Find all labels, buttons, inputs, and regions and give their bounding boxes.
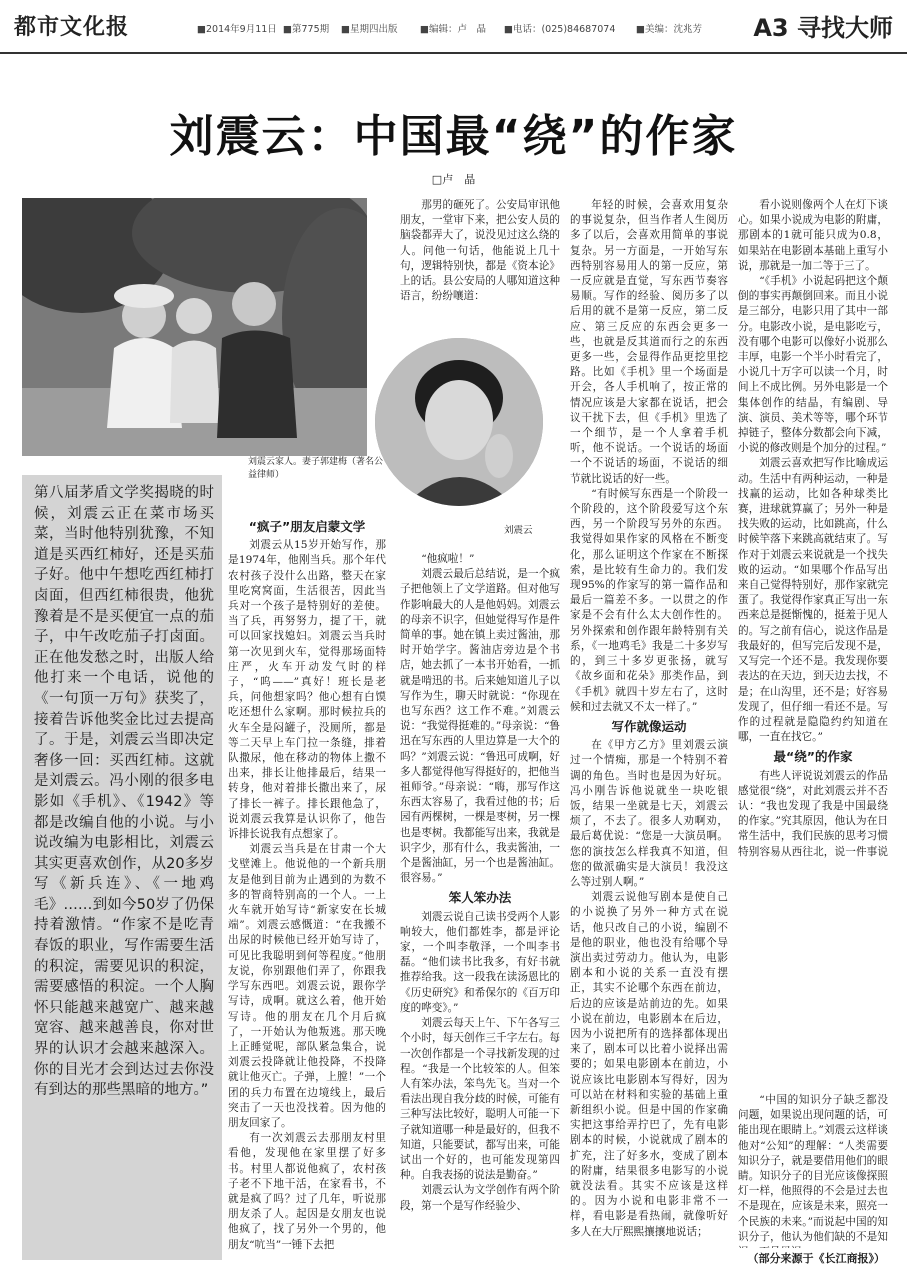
issue-date: ■2014年9月11日 — [197, 24, 277, 35]
article-paragraph: 刘震云当兵是在甘肃一个大戈壁滩上。他说他的一个新兵朋友是他到目前为止遇到的为数不多的智商特别高的一个人。一上火车就开始写诗“新家安在长城端”。刘震云感慨道：“在我搬不出尿的时候他已经开始写诗了，可见比我聪明到何等程度。”他朋友说，你别跟他们弄了，你跟我学写东西吧。刘震云说，跟你学写诗，成啊。就这么着，他开始写诗。他的朋友在几个月后疯了，一开始认为他叛逃。那天晚上正睡觉呢，部队紧急集合，说刘震云投降就让他投降，不投降就让他灭亡。子弹，上膛！”一个团的兵力布置在边境线上，最后突击了一天也没找着。因为他的朋友回家了。 — [228, 843, 386, 1129]
family-photo — [22, 198, 367, 456]
section-heading: 写作就像运动 — [611, 718, 687, 734]
sidebar-text: 第八届茅盾文学奖揭晓的时候，刘震云正在菜市场买菜，当时他特别犹豫，不知道是买西红柿好，还是买茄子好。他中午想吃西红柿打卤面，但西红柿很贵，他犹豫着是不是买便宜一点的茄子，中午改吃茄子打卤面。正在他发愁之时，出版人给他打来一个电话，说他的《一句顶一万句》获奖了，接着告诉他奖金比过去提高了。于是，刘震云当即决定奢侈一回：买西红柿。这就是刘震云。冯小刚的很多电影如《手机》、《1942》等都是改编自他的小说。与小说改编为电影相比，刘震云其实更喜欢创作，从20多岁写《新兵连》、《一地鸡毛》……到如今50岁了仍保持着激情。“作家不是吃青春饭的职业，写作需要生活的积淀，需要见识的积淀，需要感悟的积淀。一个人胸怀只能越来越宽广、越来越宽容、越来越善良，你对世界的认识才会越来越深入。你的目光才会到达过去你没有到达的那些黑暗的地方。” — [34, 485, 214, 1099]
article-column-4-bottom — [738, 1093, 888, 1248]
photo-caption: 刘震云家人。妻子郭建梅（著名公益律师） — [248, 457, 384, 480]
section-heading: 笨人笨办法 — [448, 890, 512, 906]
article-paragraph: 那男的砸死了。公安局审讯他朋友，一堂审下来，把公安人员的脑袋都弄大了，说没见过这么绕的人。问他一句话，他能说上几十句，逻辑特别快，都是《资本论》上的话。县公安局的人哪知道这种语言，纷纷嚷道： — [400, 199, 560, 303]
section-heading: 最“绕”的作家 — [773, 749, 853, 765]
masthead — [0, 0, 907, 54]
article-column-2-top — [400, 198, 560, 333]
designer-credit: ■美编：沈兆芳 — [636, 24, 702, 35]
issue-number: ■第775期 — [283, 24, 330, 35]
newspaper-name: 都市文化报 — [14, 15, 130, 40]
article-paragraph: 刘震云喜欢把写作比喻成运动。生活中有两种运动，一种是找赢的运动，比如各种球类比赛，进球就算赢了；另外一种是找失败的运动，比如跳高，什么时候竿落下来跳高就结束了。写作对于刘震云来说就是一个找失败的运动。“如果哪个作品写出来自己觉得特别好，那作家就完蛋了。我觉得作家真正写出一东西来总是挺惭愧的，挺羞于见人的。写之前有信心，说这作品是我最好的，但写完后发现不是，又写完一个还不是。我发现你要表达的在天边，到天边去找，不是；在山沟里，还不是；好容易发现了，但仔细一看还不是。写作的过程就是隐隐约约知道在哪，一直在找它。” — [738, 457, 888, 744]
article-paragraph: 刘震云最后总结说，是一个疯子把他领上了文学道路。但对他写作影响最大的人是他妈妈。刘震云的母亲不识字，但她觉得写作是件简单的事。她在镇上卖过酱油，那时开始学字。酱油店旁边是个书店，她去抓了一本书开始看，一抓就是啃迅的书。后来她知道儿子以写作为生，聊天时就说：“你现在也写东西？这工作不难。”刘震云说：“我觉得挺难的。”母亲说：“鲁迅在写东西的人里边算是一大个的吗？”刘震云说：“鲁迅可成啊，好多人都觉得他写得挺好的，把他当祖师爷。”母亲说：“嗨，那写作这东西太容易了，我看过他的书；后园有两棵树，一棵是枣树，另一棵也是枣树。我都能写出来，我就是识字少，那有什么，我卖酱油，一个是酱油缸，另一个也是酱油缸。很容易。” — [400, 568, 560, 885]
article-paragraph: 在《甲方乙方》里刘震云演过一个情痴，那是一个特别不着调的角色。当时也是因为好玩。冯小刚告诉他说就坐一块吃银饭，结果一坐就是七天，刘震云烦了，不去了。很多人劝啊劝，最后葛优说：“您是一大演员啊。您的演技怎么样我真不知道，但您的做派确实是大演员！我没这么等过别人啊。” — [570, 739, 728, 888]
article-paragraph: 年轻的时候，会喜欢用复杂的事说复杂，但当作者人生阅历多了以后，会喜欢用简单的事说复杂。另一方面是，一开始写东西特别容易用人的第一反应，第一反应就是直觉，写东西节奏容易顺。写作的经验、阅历多了以后用的就不是第一反应，第二反应、第三反应的东西会更多一些，也就是反其道而行之的东西更多一些，会显得作品更挖里挖路。比如《手机》里一个场面是开会，各人手机响了，按正常的情况应该是大家都在说话，把会议干扰下去，但《手机》里选了一个细节，是一个人拿着手机听，他不说话。一个说话的场面一个不说话的场面，不说话的细节就比说话的好一些。 — [570, 199, 728, 485]
article-paragraph: “有时候写东西是一个阶段一个阶段的，这个阶段爱写这个东西，另一个阶段写另外的东西。我觉得如果作家的风格在不断变化，那么证明这个作家在不断探索，是比较有生命力的。我们发现95%的作家写的第一篇作品和最后一篇差不多。一以贯之的作家是不会有什么太大创作性的。另外探索和创作跟年龄特别有关系，《一地鸡毛》我是二十多岁写的，到三十多岁更张扬，就写《故乡面和花朵》那类作品，到《手机》就四十岁左右了，这时候和过去就又不太一样了。” — [570, 487, 728, 713]
author-portrait — [375, 338, 543, 506]
article-paragraph: 刘震云认为文学创作有两个阶段，第一个是写作经验少、 — [400, 1184, 560, 1212]
editor-credit: ■编辑：卢 晶 — [420, 24, 486, 35]
source-note: （部分来源于《长江商报》） — [747, 1252, 885, 1265]
family-photo-illustration — [22, 198, 367, 456]
article-paragraph: 刘震云每天上午、下午各写三个小时，每天创作三千字左右。每一次创作都是一个寻找新发现的过程。“我是一个比较笨的人。但笨人有笨办法，笨鸟先飞。当对一个看法出现自我分歧的时候，可能有三种写法比较好，聪明人可能一下子就知道哪一种是最好的，但我不知道，只能要试，都写出来，可能试出一个好的，也可能发现第四种。自我表扬的说法是勤奋。” — [400, 1017, 560, 1182]
article-paragraph: 有些人评说说刘震云的作品感觉很“绕”，对此刘震云并不否认：“我也发现了我是中国最绕的作家。”究其原因，他认为在日常生活中，我们民族的思考习惯特别容易从西往北，说一件事说 — [738, 769, 888, 858]
article-paragraph: “中国的知识分子缺乏都没问题，如果说出现问题的话，可能出现在眼睛上。”刘震云这样谈他对“公知”的理解：“人类需要知识分子，就是要借用他们的眼睛。知识分子的目光应该像探照灯一样，他照得的不会是过去也不是现在，应该是未来，照亮一个民族的未来。”而说起中国的知识分子，他认为他们缺的不是知 — [738, 1094, 888, 1243]
page-section-tag: A3 寻找大师 — [753, 14, 893, 42]
author-portrait-illustration — [375, 338, 543, 506]
article-column-3 — [570, 198, 728, 1260]
article-paragraph: 刘震云从15岁开始写作，那是1974年，他刚当兵。那个年代农村孩子没什么出路，整天在家里吃窝窝面，生活很苦，因此当兵对一个孩子是特别好的差使。当了兵，再努努力，提了干，就可以回家找媳妇。刘震云当兵时第一次见到火车，觉得那场面特庄严，火车开动发气时的样子，“呜——”真好！班长是老兵，问他想家吗？他心想有白馍吃还想什么家啊。那时候拉兵的火车全是闷罐子，没厕所，都是等二天早上车门拉一条缝，排着队撒尿，他在移动的物体上撒不出来，排长让他排最后，结果一转身，他对着排长撒出来了，尿了排长一裤子。排长跟他急了，说刘震云我算是认识你了，他告诉排长说我有点想家了。 — [228, 539, 386, 841]
issue-weekday: ■星期四出版 — [341, 24, 398, 35]
article-paragraph: 刘震云说他写剧本是使自己的小说换了另外一种方式在说话，他只改自己的小说，编剧不是他的职业，他也没有给哪个导演出卖过劳动力。他认为，电影剧本和小说的关系一直没有摆正，其实不论哪个东西在前边，后边的应该是站前边的先。如果小说在前边，电影剧本在后边，因为小说把所有的选择都体现出来了，剧本可以比着小说择出需要的；如果电影剧本在前边，小说应该比电影剧本写得好，因为可以站在材料和实验的基础上重新组织小说。但是中国的作家确实把这事给弄拧巴了，先有电影剧本的时候，小说就成了剧本的扩充，注了好多水，变成了剧本的附庸，结果很多电影写的小说就没法看。其实不应该是这样的。因为小说和电影非常不一样，看电影是看热闹，就像听好多人在大厅熙熙攘攘地说话； — [570, 891, 728, 1238]
article-paragraph: 有一次刘震云去那朋友村里看他，发现他在家里摆了好多书。村里人都说他疯了，农村孩子老不下地干活，在家看书，不就是疯了吗？过了几年，听说那朋友杀了人。起因是女朋友也说他疯了，找了另外一个男的，他朋友“吭当”一锤下去把 — [228, 1132, 386, 1251]
article-paragraph: “《手机》小说起码把这个颠倒的事实再颠倒回来。而且小说是三部分，电影只用了其中一部分。电影改小说，是电影吃亏，没有哪个电影可以像好小说那么丰厚，电影一个半小时看完了，小说几十万字可以读一个月，时间上不成比例。另外电影是一个集体创作的结晶，有编剧、导演、演员、美术等等，哪个环节掉链子，整体分数都会向下减，小说的修改则是个加分的过程。” — [738, 275, 888, 455]
article-column-1 — [228, 515, 386, 1260]
phone-number: ■电话：(025)84687074 — [504, 24, 616, 35]
article-paragraph: 刘震云说自己读书受两个人影响较大，他们都姓李，都是评论家，一个叫李敬泽，一个叫李书磊。“他们读书比我多，有好书就推荐给我。这一段我在读汤恩比的《历史研究》和希保尔的《百万印度的哗变》。” — [400, 910, 560, 1014]
article-column-4 — [738, 198, 888, 858]
section-heading: “疯子”朋友启蒙文学 — [248, 519, 366, 534]
headline: 刘震云：中国最“绕”的作家 — [169, 111, 738, 162]
article-paragraph: “他疯啦！” — [421, 553, 475, 565]
article-column-2 — [400, 552, 560, 1260]
portrait-label: 刘震云 — [504, 525, 533, 536]
article-paragraph: 看小说则像两个人在灯下谈心。如果小说成为电影的附庸，那剧本的1就可能只成为0.8，如果站在电影剧本基础上重写小说，那就是一加二等于三了。 — [738, 199, 888, 272]
byline: □卢 晶 — [431, 173, 476, 186]
